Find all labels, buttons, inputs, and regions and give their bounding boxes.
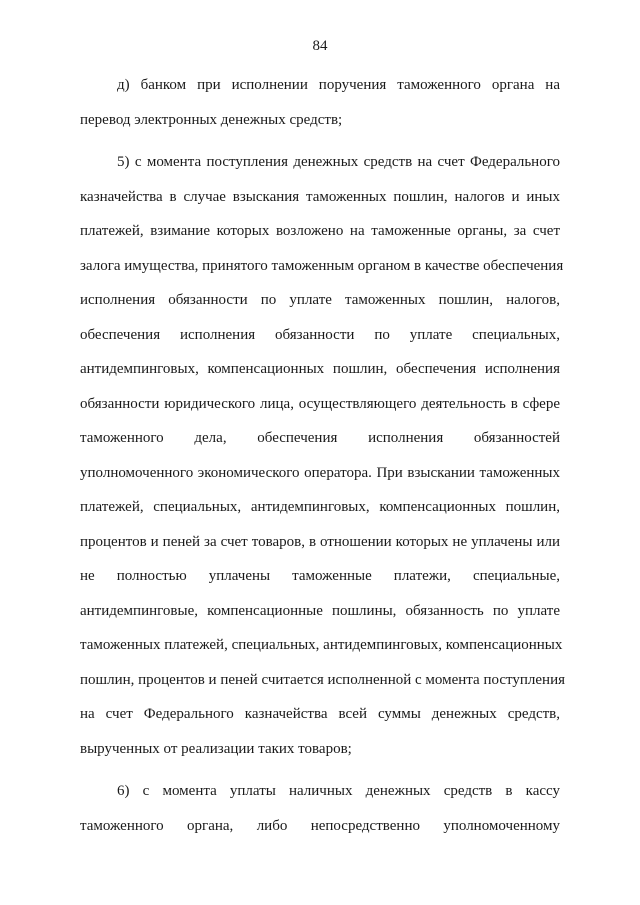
document-body	[80, 73, 565, 848]
text-line: на счет Федерального казначейства всей суммы денежных средств,	[80, 706, 560, 722]
text-line: антидемпинговых, компенсационных пошлин, обеспечения исполнения	[80, 361, 560, 377]
text-line: казначейства в случае взыскания таможенных пошлин, налогов и иных	[80, 188, 560, 205]
text-line: вырученных от реализации таких товаров;	[80, 740, 352, 757]
text-line: таможенных платежей, специальных, антидемпинговых, компенсационных	[80, 637, 563, 653]
text-line: таможенного дела, обеспечения исполнения обязанностей	[80, 430, 560, 446]
text-line: д) банком при исполнении поручения таможенного органа на	[117, 77, 560, 93]
text-line: залога имущества, принятого таможенным органом в качестве обеспечения	[80, 257, 564, 274]
text-line: таможенного органа, либо непосредственно уполномоченному	[80, 817, 560, 834]
text-line: перевод электронных денежных средств;	[80, 111, 343, 128]
text-line: антидемпинговые, компенсационные пошлины, обязанность по уплате	[80, 602, 560, 619]
text-line: исполнения обязанности по уплате таможенных пошлин, налогов,	[80, 292, 560, 308]
page-number: 84	[312, 38, 328, 54]
text-line: пошлин, процентов и пеней считается исполненной с момента поступления	[80, 671, 565, 688]
text-line: платежей, взимание которых возложено на таможенные органы, за счет	[80, 223, 560, 239]
text-line: 6) с момента уплаты наличных денежных средств в кассу	[117, 783, 560, 799]
text-line: платежей, специальных, антидемпинговых, компенсационных пошлин,	[80, 499, 560, 515]
text-line: обязанности юридического лица, осуществляющего деятельность в сфере	[80, 395, 560, 412]
text-line: не полностью уплачены таможенные платежи, специальные,	[80, 568, 560, 584]
text-line: обеспечения исполнения обязанности по уплате специальных,	[80, 326, 560, 343]
text-line: уполномоченного экономического оператора. При взыскании таможенных	[80, 464, 560, 481]
text-line: 5) с момента поступления денежных средств на счет Федерального	[117, 154, 560, 170]
text-line: процентов и пеней за счет товаров, в отношении которых не уплачены или	[80, 533, 560, 550]
